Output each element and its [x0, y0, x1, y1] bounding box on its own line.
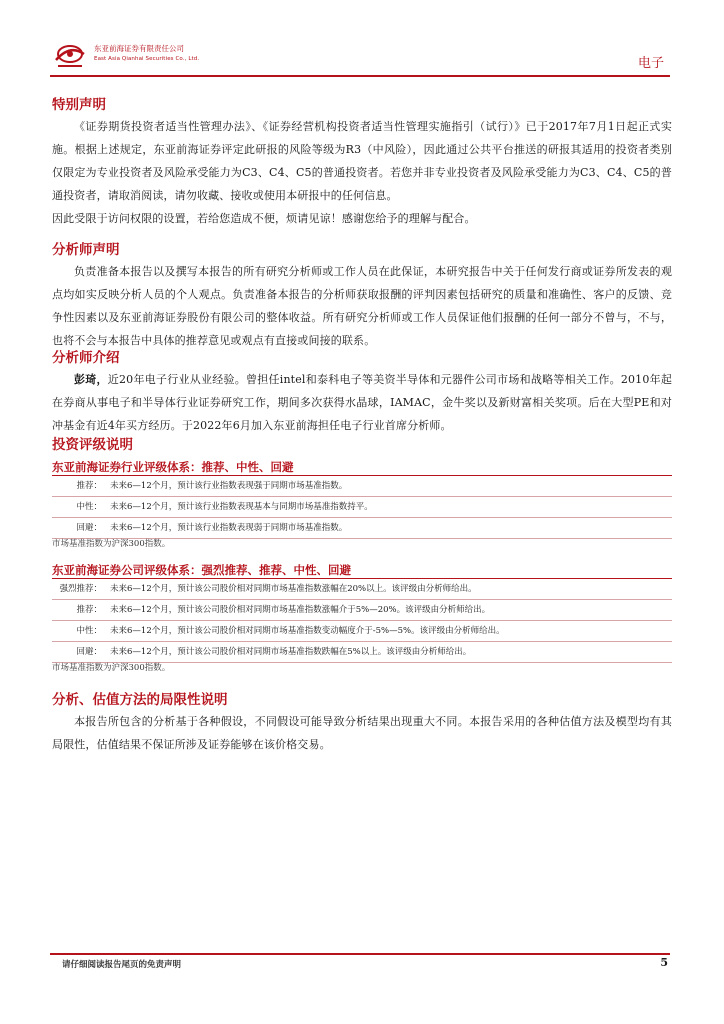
- table-row: [52, 642, 672, 663]
- rating-desc: 未来6—12个月，预计该行业指数表现弱于同期市场基准指数。: [110, 523, 348, 533]
- rating-label: 中性：: [76, 626, 102, 636]
- footer-disclaimer: 请仔细阅读报告尾页的免责声明: [62, 960, 182, 970]
- company-rating-title: 东亚前海证券公司评级体系：强烈推荐、推荐、中性、回避: [52, 563, 351, 577]
- rating-label: 中性：: [76, 502, 102, 512]
- table-row: [52, 518, 672, 539]
- section-title-analyst-statement: 分析师声明: [52, 242, 120, 258]
- page-header: [50, 40, 670, 76]
- company-name-cn: 东亚前海证券有限责任公司: [94, 44, 184, 53]
- rating-label: 推荐：: [76, 605, 102, 615]
- industry-tag: 电子: [637, 56, 664, 71]
- rating-label: 推荐：: [76, 481, 102, 491]
- table-row: [52, 476, 672, 497]
- industry-rating-title: 东亚前海证券行业评级体系：推荐、中性、回避: [52, 460, 294, 474]
- page-number: 5: [660, 956, 668, 969]
- section-title-special: 特别声明: [52, 97, 106, 113]
- company-rating-table: [52, 578, 672, 663]
- rating-desc: 未来6—12个月，预计该行业指数表现基本与同期市场基准指数持平。: [110, 502, 373, 512]
- company-rating-note: 市场基准指数为沪深300指数。: [52, 663, 171, 673]
- rating-label: 回避：: [76, 523, 102, 533]
- company-name-en: East Asia Qianhai Securities Co., Ltd.: [94, 56, 200, 62]
- table-row: [52, 600, 672, 621]
- company-name: [94, 43, 199, 65]
- header-divider: [50, 75, 670, 77]
- rating-desc: 未来6—12个月，预计该公司股价相对同期市场基准指数涨幅在20%以上。该评级由分析师给出。: [110, 584, 477, 594]
- industry-rating-table: [52, 475, 672, 539]
- company-logo-icon: [50, 40, 90, 70]
- rating-label: 强烈推荐：: [59, 584, 102, 594]
- table-row: [52, 621, 672, 642]
- analyst-bio: 近20年电子行业从业经验。曾担任intel和泰科电子等美资半导体和元器件公司市场和战略等相关工作。2010年起在券商从事电子和半导体行业证券研究工作，期间多次获得水晶球，IAMAC，金牛奖以及新财富相关奖项。后在大型PE和对冲基金有近4年买方经历。于2022年6月加入东亚前海担任电子行业首席分析师。: [52, 373, 672, 432]
- special-paragraph: 《证券期货投资者适当性管理办法》、《证券经营机构投资者适当性管理实施指引（试行）》已于2017年7月1日起正式实施。根据上述规定，东亚前海证券评定此研报的风险等级为R3（中风险），因此通过公共平台推送的研报其适用的投资者类别仅限定为专业投资者及风险承受能力为C3、C4、C5的普通投资者。若您并非专业投资者及风险承受能力为C3、C4、C5的普通投资者，请取消阅读，请勿收藏、接收或使用本研报中的任何信息。: [52, 120, 672, 202]
- special-note: 因此受限于访问权限的设置，若给您造成不便，烦请见谅！感谢您给予的理解与配合。: [52, 212, 476, 225]
- rating-desc: 未来6—12个月，预计该公司股价相对同期市场基准指数变动幅度介于-5%—5%。该评级由分析师给出。: [110, 626, 505, 636]
- rating-desc: 未来6—12个月，预计该公司股价相对同期市场基准指数跌幅在5%以上。该评级由分析师给出。: [110, 647, 472, 657]
- analyst-statement-paragraph: 负责准备本报告以及撰写本报告的所有研究分析师或工作人员在此保证，本研究报告中关于任何发行商或证券所发表的观点均如实反映分析人员的个人观点。负责准备本报告的分析师获取报酬的评判因素包括研究的质量和准确性、客户的反馈、竞争性因素以及东亚前海证券股份有限公司的整体收益。所有研究分析师或工作人员保证他们报酬的任何一部分不曾与，不与，也将不会与本报告中具体的推荐意见或观点有直接或间接的联系。: [52, 265, 672, 347]
- analyst-name: 彭琦，: [74, 373, 108, 386]
- limits-paragraph: 本报告所包含的分析基于各种假设，不同假设可能导致分析结果出现重大不同。本报告采用的各种估值方法及模型均有其局限性，估值结果不保证所涉及证券能够在该价格交易。: [52, 715, 672, 751]
- table-row: [52, 579, 672, 600]
- rating-label: 回避：: [76, 647, 102, 657]
- industry-rating-note: 市场基准指数为沪深300指数。: [52, 539, 171, 549]
- section-title-limits: 分析、估值方法的局限性说明: [52, 692, 228, 708]
- section-title-analyst-intro: 分析师介绍: [52, 350, 120, 366]
- analyst-intro-paragraph: [52, 368, 672, 437]
- table-row: [52, 497, 672, 518]
- rating-desc: 未来6—12个月，预计该公司股价相对同期市场基准指数涨幅介于5%—20%。该评级由分析师给出。: [110, 605, 491, 615]
- rating-desc: 未来6—12个月，预计该行业指数表现强于同期市场基准指数。: [110, 481, 348, 491]
- footer-divider: [50, 953, 670, 955]
- section-title-rating: 投资评级说明: [52, 437, 133, 453]
